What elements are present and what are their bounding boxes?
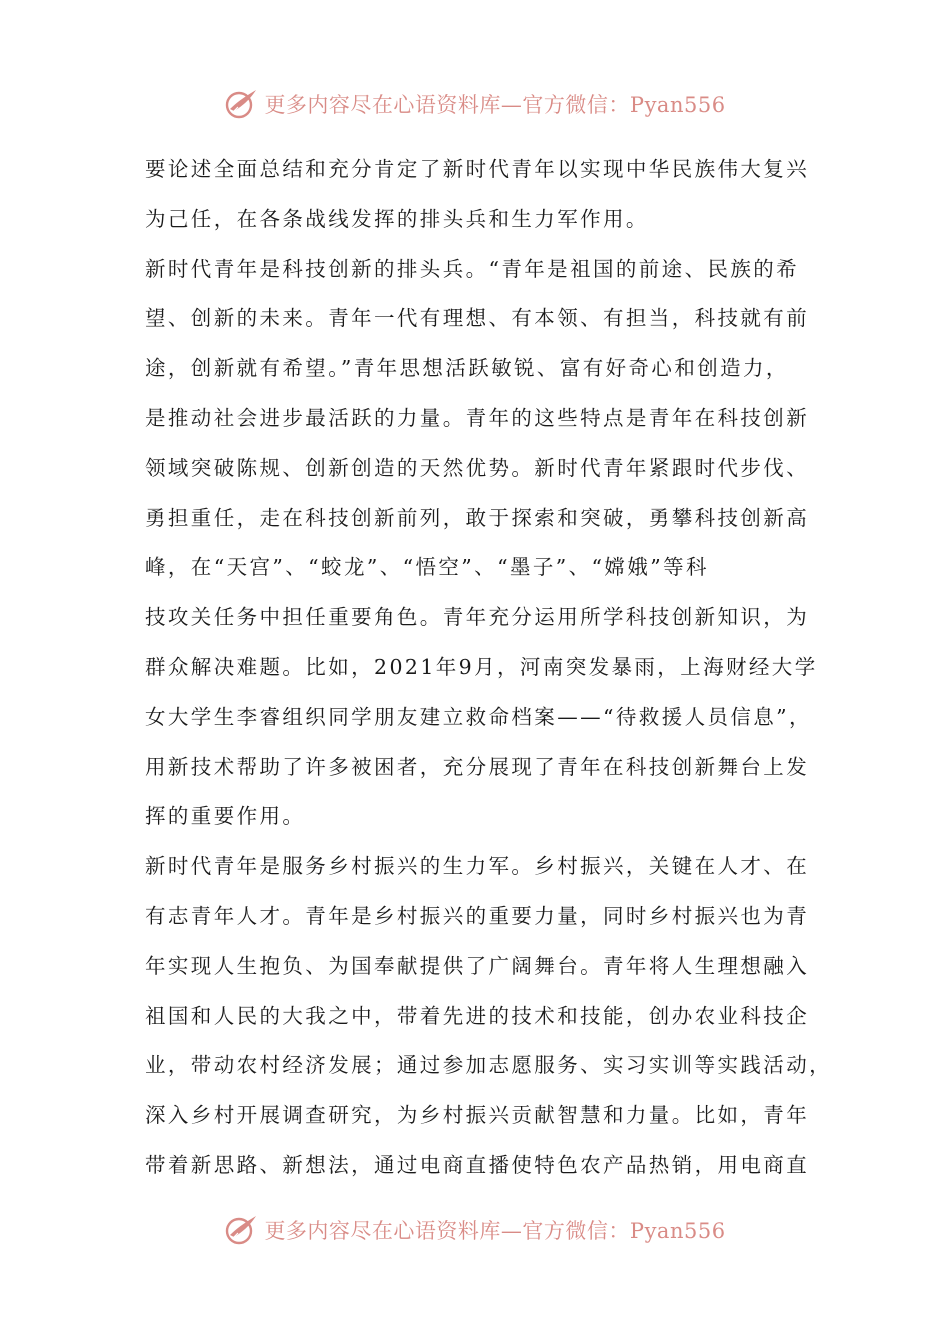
footer-banner (0, 1208, 950, 1252)
body-line: 峰，在“天宫”、“蛟龙”、“悟空”、“墨子”、“嫦娥”等科 (145, 555, 709, 580)
header-banner (0, 82, 950, 126)
body-line: 技攻关任务中担任重要角色。青年充分运用所学科技创新知识，为 (145, 605, 810, 630)
body-line: 挥的重要作用。 (145, 804, 306, 829)
body-line: 带着新思路、新想法，通过电商直播使特色农产品热销，用电商直 (145, 1152, 810, 1177)
body-line: 要论述全面总结和充分肯定了新时代青年以实现中华民族伟大复兴 (145, 157, 810, 181)
document-body (145, 145, 832, 1191)
body-line: 有志青年人才。青年是乡村振兴的重要力量，同时乡村振兴也为青 (145, 903, 810, 928)
footer-banner-text: 更多内容尽在心语资料库—官方微信：Pyan556 (264, 1219, 726, 1243)
body-line: 群众解决难题。比如，2021年9月，河南突发暴雨，上海财经大学 (145, 654, 818, 679)
header-banner-text: 更多内容尽在心语资料库—官方微信：Pyan556 (264, 93, 726, 117)
body-line: 新时代青年是科技创新的排头兵。“青年是祖国的前途、民族的希 (145, 256, 800, 281)
body-line: 新时代青年是服务乡村振兴的生力军。乡村振兴，关键在人才、在 (145, 854, 810, 879)
quill-logo-icon (224, 1213, 258, 1247)
body-line: 用新技术帮助了许多被困者，充分展现了青年在科技创新舞台上发 (145, 754, 810, 779)
body-line: 女大学生李睿组织同学朋友建立救命档案——“待救援人员信息”， (145, 704, 812, 729)
body-line: 是推动社会进步最活跃的力量。青年的这些特点是青年在科技创新 (145, 405, 810, 430)
body-line: 途，创新就有希望。”青年思想活跃敏锐、富有好奇心和创造力， (145, 356, 789, 381)
quill-logo-icon (224, 87, 258, 121)
body-line: 祖国和人民的大我之中，带着先进的技术和技能，创办农业科技企 (145, 1003, 810, 1028)
body-line: 勇担重任，走在科技创新前列，敢于探索和突破，勇攀科技创新高 (145, 505, 810, 530)
body-line: 深入乡村开展调查研究，为乡村振兴贡献智慧和力量。比如，青年 (145, 1103, 810, 1128)
body-line: 领域突破陈规、创新创造的天然优势。新时代青年紧跟时代步伐、 (145, 455, 810, 480)
body-line: 望、创新的未来。青年一代有理想、有本领、有担当，科技就有前 (145, 306, 810, 331)
body-line: 业，带动农村经济发展；通过参加志愿服务、实习实训等实践活动， (145, 1053, 832, 1078)
body-line: 为己任，在各条战线发挥的排头兵和生力军作用。 (145, 206, 649, 231)
body-line: 年实现人生抱负、为国奉献提供了广阔舞台。青年将人生理想融入 (145, 953, 810, 978)
